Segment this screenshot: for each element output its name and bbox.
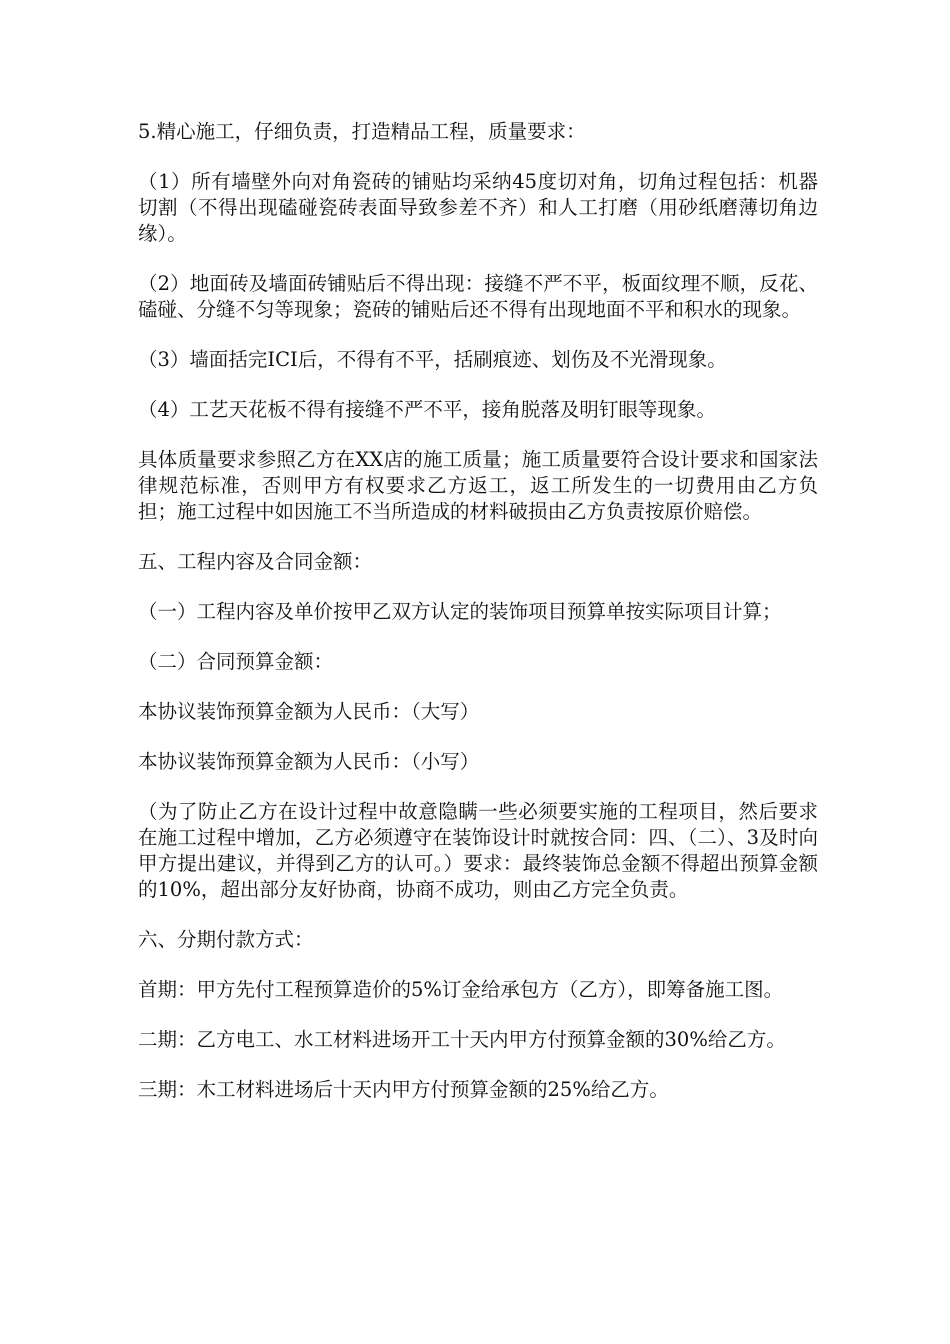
contract-item-2: （二）合同预算金额： [138,650,334,673]
payment-first-phase: 首期：甲方先付工程预算造价的5%订金给承包方（乙方），即筹备施工图。 [138,978,784,1001]
budget-amount-uppercase: 本协议装饰预算金额为人民币：（大写） [138,700,480,723]
quality-item-4: （4）工艺天花板不得有接缝不严不平，接角脱落及明钉眼等现象。 [138,398,716,421]
budget-amount-lowercase: 本协议装饰预算金额为人民币：（小写） [138,750,480,773]
quality-item-2: （2）地面砖及墙面砖铺贴后不得出现：接缝不严不平，板面纹理不顺，反花、磕碰、分缝不匀等现象；瓷砖的铺贴后还不得有出现地面不平和积水的现象。 [138,272,818,321]
document-body [138,119,818,1127]
contract-item-1: （一）工程内容及单价按甲乙双方认定的装饰项目预算单按实际项目计算； [138,600,782,623]
payment-third-phase: 三期：木工材料进场后十天内甲方付预算金额的25%给乙方。 [138,1078,669,1101]
section-six-heading: 六、分期付款方式： [138,928,314,951]
payment-second-phase: 二期：乙方电工、水工材料进场开工十天内甲方付预算金额的30%给乙方。 [138,1028,786,1051]
quality-item-3: （3）墙面括完ICI后，不得有不平，括刷痕迹、划伤及不光滑现象。 [138,348,727,371]
quality-item-1: （1）所有墙壁外向对角瓷砖的铺贴均采纳45度切对角，切角过程包括：机器切割（不得出现磕碰瓷砖表面导致参差不齐）和人工打磨（用砂纸磨薄切角边缘）。 [138,170,818,245]
section-five-heading: 五、工程内容及合同金额： [138,550,373,573]
quality-heading: 5.精心施工，仔细负责，打造精品工程，质量要求： [138,120,586,143]
quality-reference-paragraph: 具体质量要求参照乙方在XX店的施工质量；施工质量要符合设计要求和国家法律规范标准，否则甲方有权要求乙方返工，返工所发生的一切费用由乙方负担；施工过程中如因施工不当所造成的材料破损由乙方负责按原价赔偿。 [138,448,818,523]
budget-note-paragraph: （为了防止乙方在设计过程中故意隐瞒一些必须要实施的工程项目，然后要求在施工过程中增加，乙方必须遵守在装饰设计时就按合同：四、（二）、3及时向甲方提出建议，并得到乙方的认可。）要求：最终装饰总金额不得超出预算金额的10%，超出部分友好协商，协商不成功，则由乙方完全负责。 [138,800,818,901]
